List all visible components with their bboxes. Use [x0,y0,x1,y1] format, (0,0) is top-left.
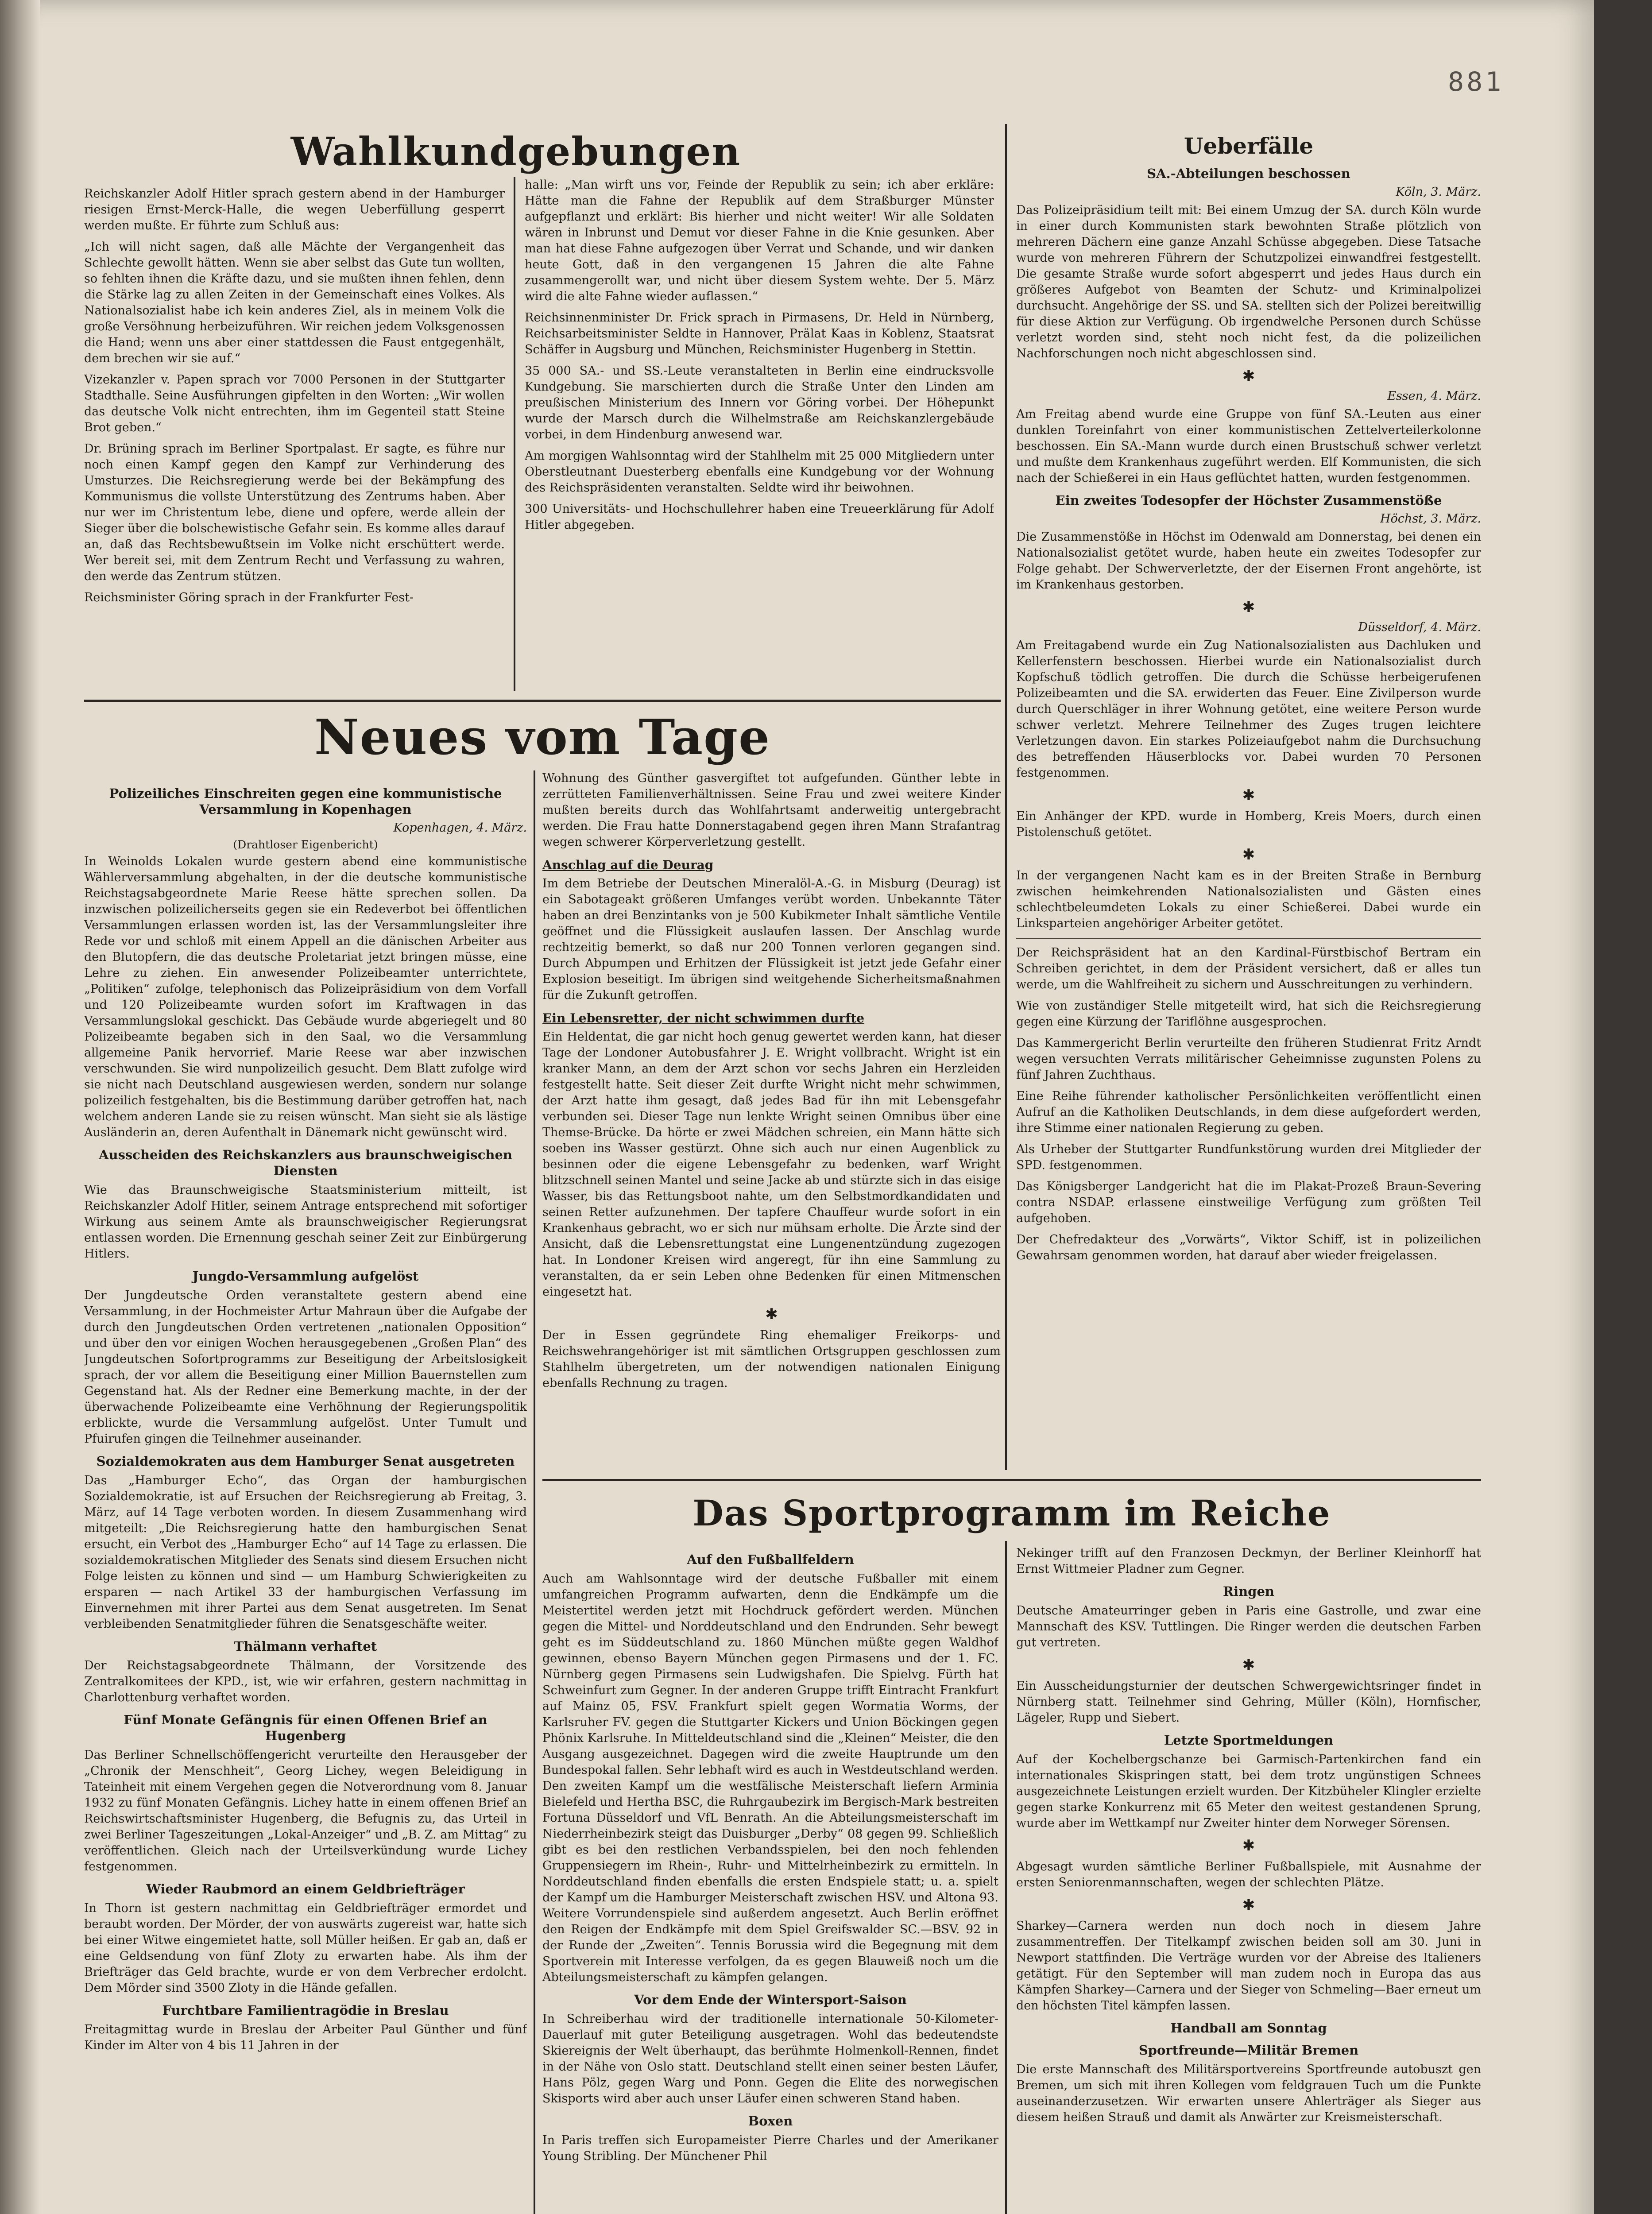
neues-vom-tage-title: Neues vom Tage [314,708,771,766]
section-subtitle: Letzte Sportmeldungen [1164,1733,1334,1748]
article-paragraph: 300 Universitäts- und Hochschullehrer haben eine Treueerklärung für Adolf Hitler abgegeben. [525,502,994,532]
article-paragraph: Auch am Wahlsonntage wird der deutsche Fußballer mit einem umfangreichen Programm aufwarten, denn die Endkämpfe um die Meistertitel werden jetzt mit Hochdruck gefördert werden. München gegen die Mittel- und Norddeutschland und den Endrunden. Sehr bewegt geht es im Süddeutschland zu. 1860 München müßte gegen Waldhof gewinnen, ebenso Bayern München gegen Pirmasens und der 1. FC. Nürnberg gegen Pirmasens sein Ludwigshafen. Die Spielvg. Fürth hat Schweinfurt zum Gegner. In der anderen Gruppe trifft Eintracht Frankfurt auf Mainz 05, FSV. Frankfurt spielt gegen Wormatia Worms, der Karlsruher FV. gegen die Stuttgarter Kickers und Union Böckingen gegen Phönix Karlsruhe. In Mitteldeutschland sind die „Kleinen“ Meister, die den Ausgang ausgezeichnet. Dagegen wird die zweite Hauptrunde um den Bundespokal fallen. Sehr lebhaft wird es auch in Westdeutschland werden. Den zweiten Kampf um die westfälische Meisterschaft liefern Arminia Bielefeld und Hertha BSC, die Ruhrgaubezirk im Bergisch-Mark bestreiten Fortuna Düsseldorf und VfL Benrath. An die Abteilungsmeisterschaft im Niederrheinbezirk steigt das Duisburger „Derby“ 08 gegen 99. Schließlich gibt es bei den restlichen Verbandsspielen, bei den noch fehlenden Gruppensiegern im Rhein-, Ruhr- und Mittelrheinbezirk zu ermitteln. In Norddeutschland finden ebenfalls die ersten Endspiele statt; u. a. spielt der Kampf um die Hamburger Meisterschaft zwischen HSV. und Altona 93. Weitere Vorrundenspiele sind außerdem angesetzt. Auch Berlin eröffnet den Reigen der Endkämpfe mit dem Spiel Greifswalder SC.—BSV. 92 in der Runde der „Zweiten“. Tennis Borussia wird die Begegnung mit dem Sportverein mit Interesse verfolgen, da es gegen Blauweiß noch um die Abteilungsmeisterschaft zu kämpfen gelangen. [542,1572,998,1984]
column-rule [534,770,535,2214]
article-headline: Polizeiliches Einschreiten gegen eine kommunistische Versammlung in Kopenhagen [109,786,502,817]
news-brief: Das Kammergericht Berlin verurteilte den früheren Studienrat Fritz Arndt wegen versuchten Verrats militärischer Geheimnisse zugunsten Polens zu fünf Jahren Zuchthaus. [1016,1036,1481,1082]
ueberfaelle-title: Ueberfälle [1184,133,1314,159]
article-paragraph: Auf der Kochelbergschanze bei Garmisch-Partenkirchen fand ein internationales Skispringen statt, bei dem trotz ungünstigen Schnees ausgezeichnete Leistungen erzielt wurden. Der Kitzbüheler Klingler erzielte gegen starke Konkurrenz mit 65 Meter den weitest gestandenen Sprung, wurde aber im Wettkampf nur Zweiter hinter dem Norweger Sörensen. [1016,1753,1481,1830]
article-paragraph: In Schreiberhau wird der traditionelle internationale 50-Kilometer-Dauerlauf mit guter Beteiligung ausgetragen. Wohl das bedeutendste Skiereignis der Welt überhaupt, das berühmte Holmenkoll-Rennen, findet in der Nähe von Oslo statt. Deutschland stellt einen seiner besten Läufer, Hans Pölz, gegen Warg und Ponn. Gegen die Elite des norwegischen Skisports wird aber auch unser Läufer einen schweren Stand haben. [542,2012,998,2106]
article-paragraph: Das Berliner Schnellschöffengericht verurteilte den Herausgeber der „Chronik der Menschheit“, Georg Lichey, wegen Beleidigung in Tateinheit mit einem Vergehen gegen die Notverordnung vom 8. Januar 1932 zu fünf Monaten Gefängnis. Lichey hatte in einem offenen Brief an Reichswirtschaftsminister Hugenberg, die Befugnis zu, das Urteil in zwei Berliner Tageszeitungen „Lokal-Anzeiger“ und „B. Z. am Mittag“ zu veröffentlichen. Gleich nach der Urteilsverkündung wurde Lichey festgenommen. [84,1748,527,1873]
article-dateline: Essen, 4. März. [1387,389,1481,403]
news-brief: Als Urheber der Stuttgarter Rundfunkstörung wurden drei Mitglieder der SPD. festgenommen. [1016,1142,1481,1172]
section-divider [1016,938,1481,939]
article-headline: Handball am Sonntag [1170,2020,1327,2036]
news-brief: Wie von zuständiger Stelle mitgeteilt wird, hat sich die Reichsregierung gegen eine Kürzung der Tariflöhne ausgesprochen. [1016,999,1481,1029]
article-subheadline: Sportfreunde—Militär Bremen [1138,2043,1359,2058]
article-paragraph: Am morgigen Wahlsonntag wird der Stahlhelm mit 25 000 Mitgliedern unter Oberstleutnant Duesterberg ebenfalls eine Kundgebung vor der Wohnung des Reichspräsidenten veranstalten. Seldte wird ihr beiwohnen. [525,449,994,495]
article-headline: Jungdo-Versammlung aufgelöst [192,1269,419,1284]
article-paragraph: Ein Anhänger der KPD. wurde in Homberg, Kreis Moers, durch einen Pistolenschuß getötet. [1016,809,1481,839]
separator-star-icon: ✱ [1242,846,1255,863]
article-paragraph: Freitagmittag wurde in Breslau der Arbeiter Paul Günther und fünf Kinder im Alter von 4 bis 11 Jahren in der [84,2023,527,2052]
article-paragraph: Am Freitag abend wurde eine Gruppe von fünf SA.-Leuten aus einer dunklen Toreinfahrt von einer kommunistischen Zettelverteilerkolonne beschossen. Ein SA.-Mann wurde durch einen Brustschuß schwer verletzt und mußte dem Krankenhaus zugeführt werden. Elf Kommunisten, die sich nach der Schießerei in ein Haus geflüchtet hatten, wurden festgenommen. [1016,407,1481,485]
article-paragraph: „Ich will nicht sagen, daß alle Mächte der Vergangenheit das Schlechte gewollt hätten. Wenn sie aber selbst das Gute tun wollten, so fehlten ihnen die Kräfte dazu, und sie mußten ihnen fehlen, denn die Stärke lag zu allen Zeiten in der Gemeinschaft eines Volkes. Als Nationalsozialist habe ich kein anderes Ziel, als in meinem Volk die große Versöhnung herbeizuführen. Wir reichen jedem Volksgenossen die Hand; wenn uns aber einer stattdessen die Faust entgegenhält, dem brechen wir sie auf.“ [84,240,505,365]
separator-star-icon: ✱ [1242,1656,1255,1674]
news-brief: Eine Reihe führender katholischer Persönlichkeiten veröffentlicht einen Aufruf an die Katholiken Deutschlands, in dem diese aufgefordert werden, ihre Stimme einer nationalen Regierung zu geben. [1016,1089,1481,1135]
article-paragraph: Ein Ausscheidungsturnier der deutschen Schwergewichtsringer findet in Nürnberg statt. Teilnehmer sind Gehring, Müller (Köln), Hornfischer, Lägeler, Rupp und Siebert. [1016,1679,1481,1725]
wahlkundgebungen-column-2 [525,177,994,691]
sport-column-2 [1016,1545,1481,2214]
separator-star-icon: ✱ [1242,367,1255,385]
article-paragraph: Am Freitagabend wurde ein Zug Nationalsozialisten aus Dachluken und Kellerfenstern beschossen. Hierbei wurde ein Nationalsozialist durch Kopfschuß tödlich getroffen. Die durch die Schüsse herbeigerufenen Polizeibeamten und die SA. erwiderten das Feuer. Eine Zivilperson wurde durch Querschläger in ihrer Wohnung getötet, eine weitere Person wurde schwer verletzt. Mehrere Teilnehmer des Zuges trugen leichtere Verletzungen davon. Ein starkes Polizeiaufgebot nahm die Durchsuchung des betreffenden Häuserblocks vor. Dabei wurden 70 Personen festgenommen. [1016,639,1481,780]
article-paragraph: Reichsminister Göring sprach in der Frankfurter Fest- [84,591,414,604]
article-paragraph: Deutsche Amateurringer geben in Paris eine Gastrolle, und zwar eine Mannschaft des KSV. Tuttlingen. Die Ringer werden die deutschen Farben gut vertreten. [1016,1604,1481,1649]
article-paragraph: In Thorn ist gestern nachmittag ein Geldbriefträger ermordet und beraubt worden. Der Mörder, der von auswärts zugereist war, hatte sich bei einer Witwe eingemietet hatte, soll Müller heißen. Er gab an, daß er eine Geldsendung von fünf Zloty zu erwarten habe. Als ihm der Briefträger das Geld brachte, wurde er von dem Verbrecher erdolcht. Dem Mörder sind 3500 Zloty in die Hände gefallen. [84,1901,527,1995]
neues-vom-tage-column-2 [542,770,1001,1501]
article-dateline: Düsseldorf, 4. März. [1358,620,1481,634]
ueberfaelle-column [1016,133,1481,1475]
article-paragraph: halle: „Man wirft uns vor, Feinde der Republik zu sein; ich aber erkläre: Hätte man die Fahne der Republik auf dem Straßburger Münster aufgepflanzt und erklärt: Bis hierher und nicht weiter! Wir alle Soldaten wären in Inbrunst und Demut vor dieser Fahne in die Knie gesunken. Aber man hat diese Fahne aufgezogen über Verrat und Schande, und wir danken heute Gott, daß in den vergangenen 15 Jahren die alte Fahne zusammengerollt war, und nicht über diesem System wehte. Der 5. März wird die alte Fahne wieder auflassen.“ [525,178,994,303]
article-dateline: Köln, 3. März. [1396,185,1481,199]
article-headline: Ausscheiden des Reichskanzlers aus braunschweigischen Diensten [99,1147,512,1178]
news-brief: Der Reichspräsident hat an den Kardinal-Fürstbischof Bertram ein Schreiben gerichtet, in dem der Präsident versichert, daß er alles tun werde, um die Wahlfreiheit zu sichern und Ausschreitungen zu verhindern. [1016,946,1481,991]
sport-title: Das Sportprogramm im Reiche [693,1492,1331,1534]
article-headline: Fünf Monate Gefängnis für einen Offenen Brief an Hugenberg [124,1712,487,1743]
article-paragraph: Sharkey—Carnera werden nun doch noch in diesem Jahre zusammentreffen. Der Titelkampf zwischen beiden soll am 30. Juni in Newport stattfinden. Die Verträge wurden vor der Abreise des Italieners getätigt. Für den September will man zudem noch in Europa das aus Kämpfen Sharkey—Carnera und der Sieger von Schmeling—Baer erneut um den höchsten Titel kämpfen lassen. [1016,1919,1481,2013]
wahlkundgebungen-title: Wahlkundgebungen [290,128,741,174]
article-paragraph: Das Polizeipräsidium teilt mit: Bei einem Umzug der SA. durch Köln wurde in einer durch Kommunisten stark bewohnten Straße plötzlich von mehreren Dächern eine ganze Anzahl Schüsse abgegeben. Diese Tatsache wurde von mehreren Führern der Schutzpolizei einwandfrei festgestellt. Die gesamte Straße wurde sofort abgesperrt und jedes Haus durch ein größeres Aufgebot von Beamten der Schutz- und Kriminalpolizei durchsucht. Angehörige der SS. und SA. stellten sich der Polizei bereitwillig für diese Aktion zur Verfügung. Ob irgendwelche Personen durch Schüsse verletzt worden sind, steht noch nicht fest, da die polizeilichen Nachforschungen noch nicht abgeschlossen sind. [1016,203,1481,360]
article-headline: Boxen [748,2113,793,2129]
separator-star-icon: ✱ [1242,1837,1255,1854]
column-rule [1005,124,1007,1470]
ueberfaelle-subtitle: SA.-Abteilungen beschossen [1147,166,1350,181]
article-paragraph: Das „Hamburger Echo“, das Organ der hamburgischen Sozialdemokratie, ist auf Ersuchen der Reichsregierung ab Freitag, 3. März, auf 14 Tage verboten worden. In diesem Zusammenhang wird mitgeteilt: „Die Reichsregierung hatte den hamburgischen Senat ersucht, ein Verbot des „Hamburger Echo“ auf 14 Tage zu erlassen. Die sozialdemokratischen Mitglieder des Senats sind diesem Ersuchen nicht Folge leisten zu können und sind — um Hamburg Schwierigkeiten zu ersparen — nach Artikel 33 der hamburgischen Verfassung im Einvernehmen mit ihrer Partei aus dem Senat ausgetreten. Im Senat verbleibenden Senatmitglieder führen die Senatsgeschäfte weiter. [84,1474,527,1631]
sport-column-1 [542,1545,998,2214]
article-headline: Sozialdemokraten aus dem Hamburger Senat ausgetreten [96,1454,515,1469]
article-paragraph: In Paris treffen sich Europameister Pierre Charles und der Amerikaner Young Stribling. Der Münchener Phil [542,2133,998,2163]
article-paragraph: Wohnung des Günther gasvergiftet tot aufgefunden. Günther lebte in zerrütteten Familienverhältnissen. Seine Frau und zwei weitere Kinder mußten bereits durch das Wohlfahrtsamt anderweitig untergebracht werden. Die Frau hatte Donnerstagabend gegen ihren Mann Strafantrag wegen schwerer Körperverletzung gestellt. [542,771,1001,849]
neues-vom-tage-column-1 [84,779,527,2214]
column-rule [514,177,515,691]
news-brief: Das Königsberger Landgericht hat die im Plakat-Prozeß Braun-Severing contra NSDAP. erlassene einstweilige Verfügung zum größten Teil aufgehoben. [1016,1180,1481,1225]
article-paragraph: Die erste Mannschaft des Militärsportvereins Sportfreunde autobuszt gen Bremen, um sich mit ihren Kollegen vom feldgrauen Tuch um die Punkte auseinanderzusetzen. Wir erwarten unsere Ahlerträger als Sieger aus diesem heißen Strauß und damit als Anwärter zur Kreismeisterschaft. [1016,2063,1481,2124]
article-paragraph: Dr. Brüning sprach im Berliner Sportpalast. Er sagte, es führe nur noch einen Kampf gegen den Kampf zur Verhinderung des Umsturzes. Die Reichsregierung werde bei der Bekämpfung des Kommunismus die vollste Unterstützung des Zentrums haben. Aber nur wer im Christentum lebe, diene und opfere, werde allein der Sieger über die bolschewistische Gefahr sein. Es komme alles darauf an, daß das Rechtsbewußtsein im Volke nicht erschüttert werde. Wer bereit sei, mit dem Zentrum Recht und Verfassung zu wahren, den werde das Zentrum stützen. [84,442,505,583]
article-headline: Ein Lebensretter, der nicht schwimmen durfte [542,1011,865,1026]
article-headline: Thälmann verhaftet [234,1639,377,1654]
page-binding [0,0,40,2214]
article-paragraph: Der in Essen gegründete Ring ehemaliger Freikorps- und Reichswehrangehöriger ist mit sämtlichen Ortsgruppen geschlossen zum Stahlhelm übergetreten, um der notwendigen nationalen Einigung ebenfalls Rechnung zu tragen. [542,1328,1001,1390]
article-paragraph: Abgesagt wurden sämtliche Berliner Fußballspiele, mit Ausnahme der ersten Seniorenmannschaften, wegen der schlechten Plätze. [1016,1860,1481,1889]
article-paragraph: Vizekanzler v. Papen sprach vor 7000 Personen in der Stuttgarter Stadthalle. Seine Ausführungen gipfelten in den Worten: „Wir wollen das deutsche Volk nicht entrechten, ihm im Gegenteil statt Steine Brot geben.“ [84,373,505,434]
article-paragraph: Im dem Betriebe der Deutschen Mineralöl-A.-G. in Misburg (Deurag) ist ein Sabotageakt größeren Umfanges verübt worden. Unbekannte Täter haben an drei Benzintanks von je 500 Kubikmeter Inhalt sämtliche Ventile geöffnet und die Flüssigkeit auslaufen lassen. Der Anschlag wurde rechtzeitig bemerkt, so daß nur 200 Tonnen verloren gegangen sind. Durch Abpumpen und Erhitzen der Flüssigkeit ist jetzt jede Gefahr einer Explosion beseitigt. Im übrigen sind weitgehende Sicherheitsmaßnahmen für die Zukunft getroffen. [542,877,1001,1002]
article-headline: Wieder Raubmord an einem Geldbriefträger [146,1881,465,1897]
article-paragraph: Der Jungdeutsche Orden veranstaltete gestern abend eine Versammlung, in der Hochmeister Artur Mahraun über die Aufgabe der durch den Jungdeutschen Orden vertretenen „nationalen Opposition“ und über den vor einigen Wochen herausgegebenen „Großen Plan“ des Jungdeutschen Sofortprogramms zur Beseitigung der Arbeitslosigkeit sprach, der vor allem die Beseitigung einer Million Bauernstellen zum Gegenstand hat. Als der Redner eine Bemerkung machte, in der der überwachende Polizeibeamte eine Verhöhnung der Regierungspolitik erblickte, wurde die Versammlung aufgelöst. Unter Tumult und Pfuirufen gingen die Teilnehmer auseinander. [84,1289,527,1446]
article-headline: Ringen [1223,1584,1274,1599]
article-paragraph: Der Reichstagsabgeordnete Thälmann, der Vorsitzende des Zentralkomitees der KPD., ist, wie wir erfahren, gestern nachmittag in Charlottenburg verhaftet worden. [84,1659,527,1704]
separator-star-icon: ✱ [1242,1896,1255,1914]
section-rule [542,1479,1481,1481]
article-headline: Auf den Fußballfeldern [687,1552,854,1567]
article-paragraph: Reichsinnenminister Dr. Frick sprach in Pirmasens, Dr. Held in Nürnberg, Reichsarbeitsminister Seldte in Hannover, Prälat Kaas in Koblenz, Staatsrat Schäffer in Augsburg und München, Reichsminister Hugenberg in Stettin. [525,311,994,356]
separator-star-icon: ✱ [1242,598,1255,616]
article-dateline: Kopenhagen, 4. März. [393,821,527,835]
wahlkundgebungen-column-1 [84,186,505,691]
article-paragraph: In Weinolds Lokalen wurde gestern abend eine kommunistische Wählerversammlung abgehalten, in der die deutsche kommunistische Reichstagsabgeordnete Marie Reese hätte sprechen sollen. Da inzwischen polizeilicherseits gegen sie ein Redeverbot bei öffentlichen Versammlungen erlassen worden ist, las der Versammlungsleiter ihre Rede vor und schloß mit einem Appell an die dänischen Arbeiter aus den Blutopfern, die das deutsche Proletariat jetzt bringen müsse, eine Lehre zu ziehen. Ein anwesender Polizeibeamter unterrichtete, „Politiken“ zufolge, telephonisch das Polizeipräsidium von dem Vorfall und 120 Polizeibeamte wurden sofort im Kraftwagen in das Versammlungslokal geschickt. Das Gebäude wurde abgeriegelt und 80 Polizeibeamte begaben sich in den Saal, wo die Versammlung allgemeine Panik hervorrief. Marie Reese war aber inzwischen verschwunden. Sie wird nunpolizeilich gesucht. Dem Blatt zufolge wird sie nicht nach Deutschland ausgewiesen werden, sondern nur solange polizeilich festgehalten, bis die Bestimmung darüber getroffen hat, nach welchem anderen Lande sie zu reisen wünscht. Man sieht sie als lästige Ausländerin an, deren Aufenthalt in Dänemark nicht gewünscht wird. [84,855,527,1139]
article-paragraph: Ein Heldentat, die gar nicht hoch genug gewertet werden kann, hat dieser Tage der Londoner Autobusfahrer J. E. Wright vollbracht. Wright ist ein kranker Mann, an dem der Arzt schon vor sechs Jahren ein Herzleiden festgestellt hatte. Seit dieser Zeit durfte Wright nicht mehr schwimmen, der Arzt hatte ihm gesagt, daß jedes Bad für ihn mit Lebensgefahr verbunden sei. Dieser Tage nun lenkte Wright seinen Omnibus über eine Themse-Brücke. Da hörte er zwei Mädchen schreien, ein Mann hätte sich soeben ins Wasser gestürzt. Ohne sich auch nur einen Augenblick zu besinnen oder die eigene Lebensgefahr zu bedenken, warf Wright blitzschnell seinen Mantel und seine Jacke ab und stürzte sich in das eisige Wasser, bis das Rettungsboot nahte, um den Selbstmordkandidaten und seinen Retter aufzunehmen. Der tapfere Chauffeur wurde sofort in ein Krankenhaus gebracht, wo er sich nur mühsam erholte. Die Ärzte sind der Ansicht, daß die Lebensrettungstat eine Lungenentzündung zugezogen hat. In Londoner Kreisen wird angeregt, für ihn eine Sammlung zu veranstalten, da er sein Leben ohne Bedenken für einen Mitmenschen eingesetzt hat. [542,1030,1001,1299]
page-number: 881 [1448,66,1504,97]
article-paragraph: 35 000 SA.- und SS.-Leute veranstalteten in Berlin eine eindrucksvolle Kundgebung. Sie marschierten durch die Straße Unter den Linden am preußischen Ministerium des Innern vor Göring vorbei. Der Höhepunkt wurde der Marsch durch die Wilhelmstraße am Reichskanzlergebäude vorbei, in dem Hindenburg anwesend war. [525,364,994,441]
article-paragraph: Wie das Braunschweigische Staatsministerium mitteilt, ist Reichskanzler Adolf Hitler, seinem Antrage entsprechend mit sofortiger Wirkung aus seinem Amte als braunschweigischer Regierungsrat entlassen worden. Die Ernennung geschah seiner Zeit zur Einbürgerung Hitlers. [84,1183,527,1261]
article-dateline: Höchst, 3. März. [1380,512,1481,526]
article-paragraph: Reichskanzler Adolf Hitler sprach gestern abend in der Hamburger riesigen Ernst-Merck-Halle, die wegen Ueberfüllung gesperrt werden mußte. Er führte zum Schluß aus: [84,187,505,232]
section-rule [84,700,1001,702]
article-headline: Vor dem Ende der Wintersport-Saison [634,1992,907,2007]
article-headline: Ein zweites Todesopfer der Höchster Zusammenstöße [1055,493,1442,508]
article-paragraph: Die Zusammenstöße in Höchst im Odenwald am Donnerstag, bei denen ein Nationalsozialist getötet wurde, haben heute ein zweites Todesopfer zur Folge gehabt. Der Schwerverletzte, der der Eisernen Front angehörte, ist im Krankenhaus gestorben. [1016,530,1481,592]
article-headline: Anschlag auf die Deurag [542,858,714,872]
article-headline: Furchtbare Familientragödie in Breslau [162,2003,449,2018]
separator-star-icon: ✱ [765,1305,778,1323]
separator-star-icon: ✱ [1242,786,1255,804]
column-rule [1005,1541,1007,2214]
article-paragraph: In der vergangenen Nacht kam es in der Breiten Straße in Bernburg zwischen heimkehrenden Nationalsozialisten und Gästen eines schlechtbeleumdeten Lokals zu einer Schießerei. Dabei wurde ein Linksparteien angehöriger Arbeiter getötet. [1016,869,1481,930]
news-brief: Der Chefredakteur des „Vorwärts“, Viktor Schiff, ist in polizeilichen Gewahrsam genommen worden, hat darauf aber wieder freigelassen. [1016,1233,1481,1262]
article-byline: (Drahtloser Eigenbericht) [233,838,378,851]
article-paragraph: Nekinger trifft auf den Franzosen Deckmyn, der Berliner Kleinhorff hat Ernst Wittmeier Pladner zum Gegner. [1016,1546,1481,1576]
